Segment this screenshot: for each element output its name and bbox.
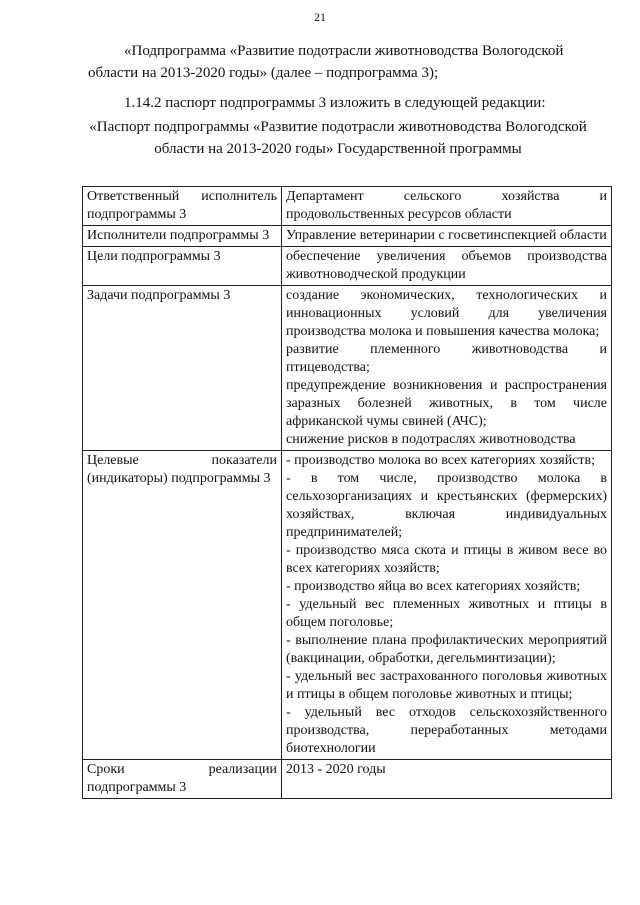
row-label: Целевые показатели (индикаторы) подпрограммы 3 xyxy=(83,451,282,760)
value-line: - удельный вес застрахованного поголовья животных и птицы в общем поголовье животных и птицы; xyxy=(286,669,607,702)
row-label: Исполнители подпрограммы 3 xyxy=(83,226,282,247)
row-value xyxy=(282,247,612,286)
row-value xyxy=(282,226,612,247)
row-value xyxy=(282,286,612,451)
table-row xyxy=(83,286,612,451)
row-value xyxy=(282,760,612,799)
row-value xyxy=(282,187,612,226)
value-line: Департамент сельского хозяйства и продовольственных ресурсов области xyxy=(286,189,607,222)
value-line: - производство мяса скота и птицы в живом весе во всех категориях хозяйств; xyxy=(286,543,607,576)
page-number: 21 xyxy=(314,10,326,24)
row-label: Задачи подпрограммы 3 xyxy=(83,286,282,451)
value-line: - удельный вес племенных животных и птицы в общем поголовье; xyxy=(286,597,607,630)
row-label: Сроки реализации подпрограммы 3 xyxy=(83,760,282,799)
value-line: создание экономических, технологических и инновационных условий для увеличения производства молока и повышения качества молока; xyxy=(286,288,607,339)
table-row xyxy=(83,187,612,226)
value-line: 2013 - 2020 годы xyxy=(286,762,386,777)
row-value xyxy=(282,451,612,760)
value-line: - в том числе, производство молока в сельхозорганизациях и крестьянских (фермерских) хозяйствах, включая индивидуальных предпринимателей; xyxy=(286,471,607,540)
value-line: Управление ветеринарии с госветинспекцией области xyxy=(286,228,607,243)
row-label: Цели подпрограммы 3 xyxy=(83,247,282,286)
row-label: Ответственный исполнитель подпрограммы 3 xyxy=(83,187,282,226)
intro-paragraph-subprogram-title: «Подпрограмма «Развитие подотрасли животноводства Вологодской области на 2013-2020 годы» (далее – подпрограмма 3); xyxy=(88,43,564,81)
value-line: обеспечение увеличения объемов производства животноводческой продукции xyxy=(286,249,607,282)
table-row xyxy=(83,247,612,286)
intro-paragraph-passport-heading: «Паспорт подпрограммы «Развитие подотрасли животноводства Вологодской области на 2013-2020 годы» Государственной программы xyxy=(89,119,587,157)
passport-table xyxy=(82,186,612,799)
value-line: снижение рисков в подотраслях животноводства xyxy=(286,432,576,447)
table-row xyxy=(83,451,612,760)
value-line: предупреждение возникновения и распространения заразных болезней животных, в том числе африканской чумы свиней (АЧС); xyxy=(286,378,607,429)
table-row xyxy=(83,760,612,799)
intro-paragraph-passport-edit: 1.14.2 паспорт подпрограммы 3 изложить в следующей редакции: xyxy=(124,95,546,111)
value-line: - производство яйца во всех категориях хозяйств; xyxy=(286,579,581,594)
value-line: - производство молока во всех категориях хозяйств; xyxy=(286,453,596,468)
value-line: - удельный вес отходов сельскохозяйственного производства, переработанных методами биотехнологии xyxy=(286,705,607,756)
value-line: - выполнение плана профилактических мероприятий (вакцинации, обработки, дегельминтизации); xyxy=(286,633,607,666)
value-line: развитие племенного животноводства и птицеводства; xyxy=(286,342,607,375)
table-row xyxy=(83,226,612,247)
